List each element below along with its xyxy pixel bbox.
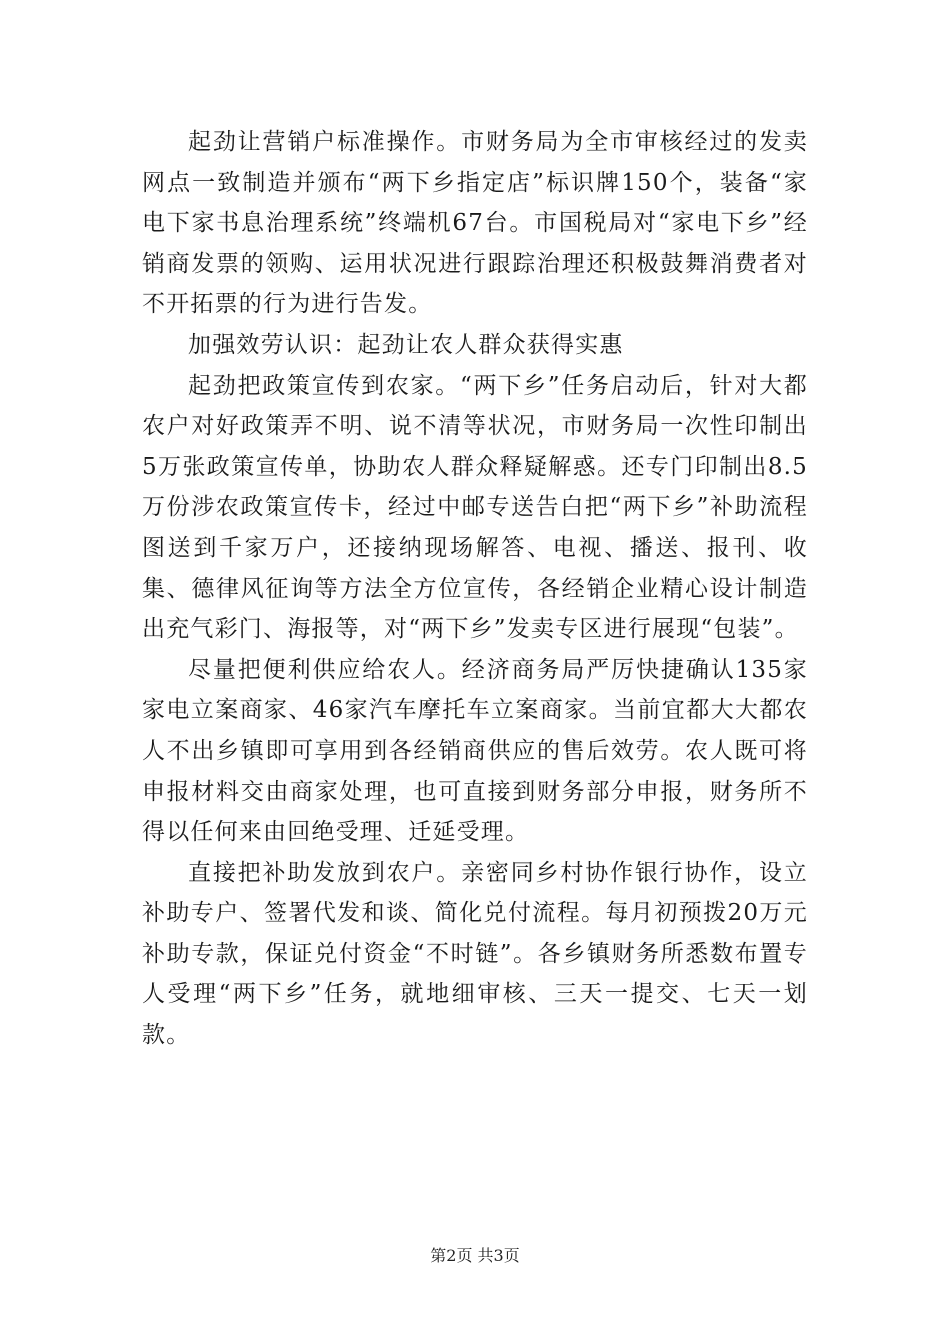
document-body: [142, 122, 808, 1056]
paragraph-marketing-standards: 起劲让营销户标准操作。市财务局为全市审核经过的发卖网点一致制造并颁布“两下乡指定店”标识牌150个，装备“家电下家书息治理系统”终端机67台。市国税局对“家电下乡”经销商发票的领购、运用状况进行跟踪治理还积极鼓舞消费者对不开拓票的行为进行告发。: [142, 129, 808, 318]
paragraph-convenience: 尽量把便利供应给农人。经济商务局严厉快捷确认135家家电立案商家、46家汽车摩托车立案商家。当前宜都大大都农人不出乡镇即可享用到各经销商供应的售后效劳。农人既可将申报材料交由商家处理，也可直接到财务部分申报，财务所不得以任何来由回绝受理、迁延受理。: [142, 656, 808, 846]
page-number-footer: 第2页 共3页: [430, 1246, 520, 1265]
section-heading-service: 加强效劳认识：起劲让农人群众获得实惠: [188, 331, 624, 358]
paragraph-subsidy-payment: 直接把补助发放到农户。亲密同乡村协作银行协作，设立补助专户、签署代发和谈、简化兑付流程。每月初预拨20万元补助专款，保证兑付资金“不时链”。各乡镇财务所悉数布置专人受理“两下乡”任务，就地细审核、三天一提交、七天一划款。: [142, 859, 808, 1049]
paragraph-policy-promotion: 起劲把政策宣传到农家。“两下乡”任务启动后，针对大都农户对好政策弄不明、说不清等状况，市财务局一次性印制出5万张政策宣传单，协助农人群众释疑解惑。还专门印制出8.5万份涉农政策宣传卡，经过中邮专送告白把“两下乡”补助流程图送到千家万户，还接纳现场解答、电视、播送、报刊、收集、德律风征询等方法全方位宣传，各经销企业精心设计制造出充气彩门、海报等，对“两下乡”发卖专区进行展现“包装”。: [142, 372, 808, 643]
